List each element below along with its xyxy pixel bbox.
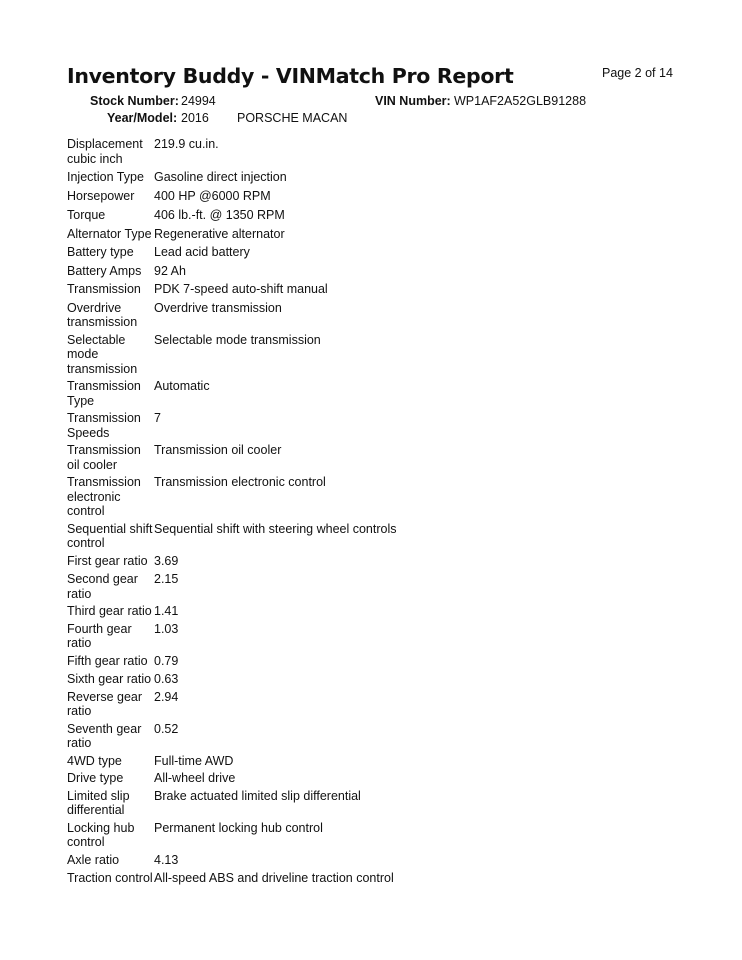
spec-row [67, 853, 667, 868]
spec-row [67, 654, 667, 669]
spec-value: All-speed ABS and driveline traction control [154, 871, 394, 885]
spec-value: 2.94 [154, 689, 179, 704]
spec-row [67, 572, 667, 601]
spec-row [67, 282, 667, 297]
spec-row [67, 789, 667, 818]
spec-row [67, 443, 667, 472]
spec-label: Sequential shift control [67, 521, 153, 550]
spec-row [67, 604, 667, 619]
spec-row [67, 379, 667, 408]
spec-value: 2.15 [154, 572, 179, 586]
spec-value: Transmission oil cooler [154, 443, 282, 457]
spec-label: Transmission oil cooler [67, 443, 141, 472]
spec-label: Limited slip differential [67, 788, 130, 817]
spec-label: Third gear ratio [67, 604, 152, 618]
spec-row [67, 754, 667, 769]
spec-value: 3.69 [154, 553, 179, 568]
spec-value: PDK 7-speed auto-shift manual [154, 282, 328, 296]
spec-label: Transmission [67, 282, 141, 296]
spec-value: Brake actuated limited slip differential [154, 788, 361, 803]
spec-value: Transmission electronic control [154, 475, 326, 489]
spec-label: First gear ratio [67, 553, 148, 568]
spec-row [67, 554, 667, 569]
spec-label: Traction control [67, 871, 153, 885]
spec-row [67, 208, 667, 223]
spec-row [67, 333, 667, 377]
spec-value: 7 [154, 411, 161, 425]
spec-label: Second gear ratio [67, 572, 138, 601]
spec-row [67, 622, 667, 651]
spec-row [67, 189, 667, 204]
spec-label: Fifth gear ratio [67, 653, 148, 668]
spec-label: Battery type [67, 245, 134, 259]
spec-value: 1.41 [154, 604, 179, 618]
spec-row [67, 871, 667, 886]
spec-value: 0.63 [154, 672, 179, 686]
spec-label: Sixth gear ratio [67, 672, 152, 686]
spec-value: 219.9 cu.in. [154, 137, 219, 151]
spec-value: Regenerative alternator [154, 226, 285, 241]
spec-row [67, 672, 667, 687]
spec-label: Transmission electronic control [67, 475, 141, 518]
spec-table [67, 133, 667, 886]
spec-label: Horsepower [67, 188, 135, 203]
spec-label: Alternator Type [67, 226, 152, 241]
spec-row [67, 690, 667, 719]
spec-label: 4WD type [67, 753, 122, 768]
spec-label: Seventh gear ratio [67, 721, 142, 750]
spec-row [67, 245, 667, 260]
year-value: 2016 [181, 111, 209, 125]
spec-label: Torque [67, 208, 106, 222]
spec-label: Displacement cubic inch [67, 137, 143, 166]
spec-label: Drive type [67, 771, 124, 785]
spec-label: Transmission Type [67, 379, 141, 408]
spec-value: 0.52 [154, 721, 179, 736]
spec-label: Locking hub control [67, 820, 135, 849]
spec-value: All-wheel drive [154, 771, 236, 785]
vin-number-label: VIN Number: [375, 94, 451, 108]
spec-row [67, 771, 667, 786]
spec-value: 0.79 [154, 653, 179, 668]
model-value: PORSCHE MACAN [237, 111, 348, 125]
spec-value: Permanent locking hub control [154, 820, 323, 835]
spec-label: Injection Type [67, 170, 144, 184]
spec-value: Overdrive transmission [154, 300, 282, 315]
spec-label: Transmission Speeds [67, 411, 141, 440]
year-model-label: Year/Model: [107, 111, 178, 125]
spec-value: Automatic [154, 379, 210, 393]
spec-label: Axle ratio [67, 852, 120, 867]
report-title: Inventory Buddy - VINMatch Pro Report [67, 64, 514, 88]
spec-row [67, 137, 667, 166]
spec-row [67, 722, 667, 751]
spec-value: Full-time AWD [154, 753, 234, 768]
spec-value: 4.13 [154, 852, 179, 867]
spec-value: 400 HP @6000 RPM [154, 188, 271, 203]
spec-row [67, 264, 667, 279]
spec-row [67, 301, 667, 330]
spec-row [67, 475, 667, 519]
spec-value: 406 lb.-ft. @ 1350 RPM [154, 208, 285, 222]
spec-label: Selectable mode transmission [67, 332, 138, 376]
stock-number-label: Stock Number: [90, 94, 179, 108]
spec-row [67, 170, 667, 185]
stock-number-value: 24994 [181, 94, 216, 108]
spec-label: Overdrive transmission [67, 300, 138, 329]
spec-label: Battery Amps [67, 263, 142, 278]
spec-row [67, 411, 667, 440]
spec-row [67, 821, 667, 850]
spec-value: 1.03 [154, 621, 179, 636]
spec-value: Gasoline direct injection [154, 170, 287, 184]
spec-row [67, 227, 667, 242]
spec-label: Fourth gear ratio [67, 621, 132, 650]
spec-value: 92 Ah [154, 263, 186, 278]
spec-label: Reverse gear ratio [67, 689, 143, 718]
spec-value: Lead acid battery [154, 245, 250, 259]
page-indicator: Page 2 of 14 [602, 66, 673, 80]
spec-value: Selectable mode transmission [154, 332, 321, 347]
vin-number-value: WP1AF2A52GLB91288 [454, 94, 587, 108]
spec-row [67, 522, 667, 551]
spec-value: Sequential shift with steering wheel controls [154, 521, 397, 536]
